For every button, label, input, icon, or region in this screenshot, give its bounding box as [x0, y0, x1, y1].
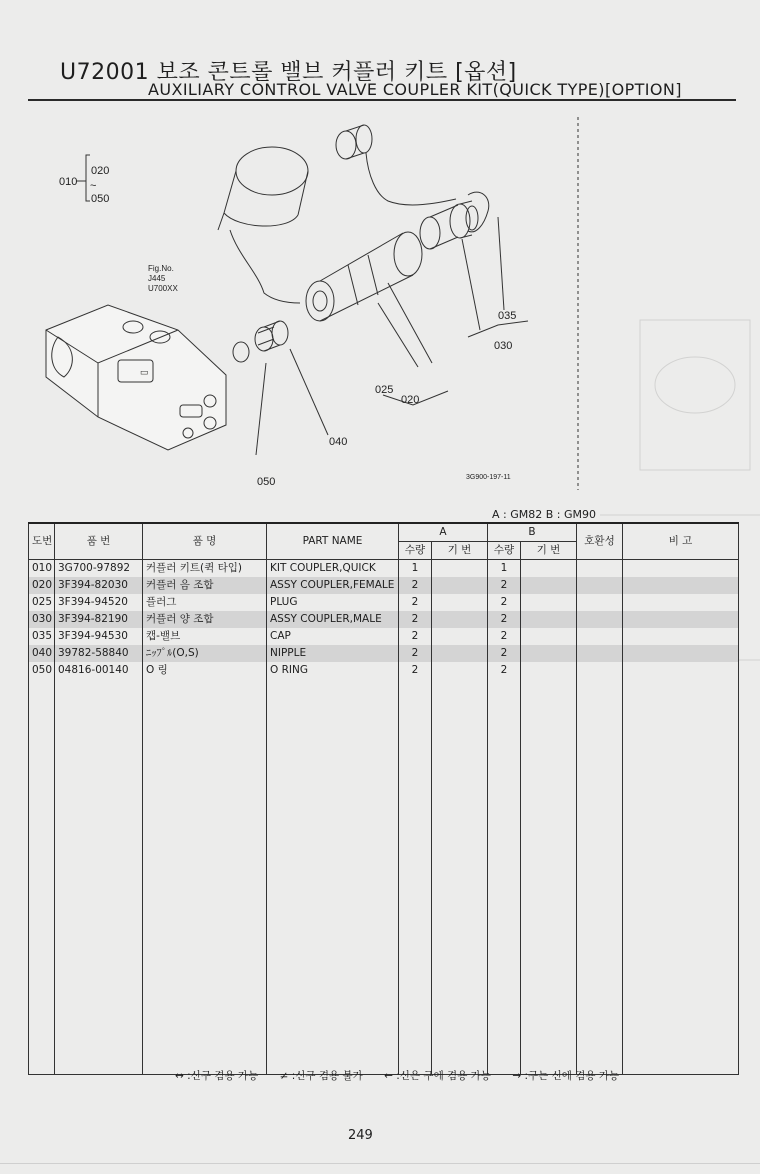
cell-serial-a — [432, 594, 488, 611]
cell-interchange — [577, 577, 623, 594]
header-interchange: 호환성 — [577, 523, 623, 560]
cell-serial-b — [521, 594, 577, 611]
cell-ref-no: 035 — [29, 628, 55, 645]
footnote-not-interchangeable: ≠ :신구 겸용 불가 — [279, 1070, 363, 1082]
cell-serial-a — [432, 628, 488, 645]
cell-ref-no: 040 — [29, 645, 55, 662]
cell-qty-b: 2 — [488, 577, 521, 594]
cell-serial-a — [432, 662, 488, 679]
cell-qty-b: 2 — [488, 645, 521, 662]
cell-qty-b: 2 — [488, 611, 521, 628]
header-qty-a: 수량 — [399, 542, 432, 560]
footnote-old-to-new: → :구는 신에 겸용 가능 — [512, 1070, 620, 1082]
header-part-name: PART NAME — [267, 523, 399, 560]
cell-serial-b — [521, 560, 577, 578]
cell-serial-b — [521, 611, 577, 628]
exploded-parts-diagram — [28, 105, 628, 515]
cell-name-korean: ﾆｯﾌﾟﾙ(O,S) — [143, 645, 267, 662]
cell-qty-b: 1 — [488, 560, 521, 578]
cell-interchange — [577, 662, 623, 679]
cell-ref-no: 030 — [29, 611, 55, 628]
cell-serial-a — [432, 611, 488, 628]
header-qty-b: 수량 — [488, 542, 521, 560]
header-remarks: 비 고 — [623, 523, 739, 560]
cell-part-name: O RING — [267, 662, 399, 679]
o-ring-shape — [233, 342, 249, 362]
header-name-korean: 품 명 — [143, 523, 267, 560]
parts-table — [28, 522, 739, 1075]
callout-025: 025 — [375, 384, 394, 396]
cell-remarks — [623, 645, 739, 662]
page-title-korean: U72001 보조 콘트롤 밸브 커플러 키트 [옵션] — [60, 60, 517, 85]
table-row — [29, 594, 739, 611]
cell-qty-b: 2 — [488, 594, 521, 611]
table-row — [29, 577, 739, 594]
cell-part-name: PLUG — [267, 594, 399, 611]
callout-035: 035 — [498, 310, 517, 322]
page-number: 249 — [348, 1128, 373, 1143]
table-row — [29, 662, 739, 679]
header-group-b: B — [488, 523, 577, 542]
header-ref-no: 도번 — [29, 523, 55, 560]
cell-serial-a — [432, 645, 488, 662]
cell-serial-b — [521, 628, 577, 645]
cell-interchange — [577, 628, 623, 645]
fig-no-value: J445 — [148, 274, 166, 283]
compatibility-legend — [175, 1068, 637, 1083]
cell-qty-b: 2 — [488, 628, 521, 645]
range-tilde: ~ — [90, 180, 97, 192]
cell-qty-a: 1 — [399, 560, 432, 578]
callout-020: 020 — [401, 394, 420, 406]
cell-qty-a: 2 — [399, 594, 432, 611]
range-prefix-label: 010 — [59, 176, 78, 188]
female-coupler-shape — [306, 232, 422, 321]
header-part-no: 품 번 — [55, 523, 143, 560]
page-title-english: AUXILIARY CONTROL VALVE COUPLER KIT(QUICK TYPE)[OPTION] — [148, 80, 682, 99]
callout-040: 040 — [329, 436, 348, 448]
cell-remarks — [623, 577, 739, 594]
cell-remarks — [623, 594, 739, 611]
cell-remarks — [623, 662, 739, 679]
cell-part-name: KIT COUPLER,QUICK — [267, 560, 399, 578]
cell-qty-a: 2 — [399, 611, 432, 628]
header-group-a: A — [399, 523, 488, 542]
cell-part-name: ASSY COUPLER,FEMALE — [267, 577, 399, 594]
cell-interchange — [577, 594, 623, 611]
cell-qty-b: 2 — [488, 662, 521, 679]
cell-qty-a: 2 — [399, 628, 432, 645]
table-row — [29, 611, 739, 628]
range-bottom-label: 050 — [91, 193, 110, 205]
callout-030: 030 — [494, 340, 513, 352]
footnote-both-ways: ↔ :신구 겸용 가능 — [175, 1070, 259, 1082]
drawing-code: 3G900-197-11 — [466, 474, 511, 481]
footnote-new-to-old: ← :신은 구에 겸용 가능 — [384, 1070, 491, 1082]
fig-no-label: Fig.No. — [148, 264, 174, 273]
header-serial-a: 기 번 — [432, 542, 488, 560]
cell-part-no: 3F394-94530 — [55, 628, 143, 645]
title-divider — [28, 99, 736, 101]
header-serial-b: 기 번 — [521, 542, 577, 560]
cell-ref-no: 050 — [29, 662, 55, 679]
nipple-shape — [255, 321, 288, 351]
svg-text:▭: ▭ — [140, 367, 149, 377]
bottom-edge — [0, 1163, 760, 1164]
cell-part-no: 3F394-94520 — [55, 594, 143, 611]
control-valve-body — [46, 305, 226, 450]
range-top-label: 020 — [91, 165, 110, 177]
cell-qty-a: 2 — [399, 662, 432, 679]
cell-name-korean: 플러그 — [143, 594, 267, 611]
cell-remarks — [623, 560, 739, 578]
cell-part-no: 3F394-82190 — [55, 611, 143, 628]
table-row — [29, 560, 739, 578]
cell-serial-b — [521, 645, 577, 662]
cap-shape — [336, 125, 456, 205]
cell-ref-no: 020 — [29, 577, 55, 594]
cell-serial-a — [432, 560, 488, 578]
cell-name-korean: 커플러 양 조합 — [143, 611, 267, 628]
cell-part-no: 3G700-97892 — [55, 560, 143, 578]
plug-shape — [218, 147, 308, 303]
cell-part-no: 3F394-82030 — [55, 577, 143, 594]
cell-ref-no: 010 — [29, 560, 55, 578]
cell-part-no: 04816-00140 — [55, 662, 143, 679]
cell-interchange — [577, 560, 623, 578]
fig-no-model: U700XX — [148, 284, 178, 293]
cell-qty-a: 2 — [399, 645, 432, 662]
cell-part-name: CAP — [267, 628, 399, 645]
cell-qty-a: 2 — [399, 577, 432, 594]
cell-remarks — [623, 628, 739, 645]
table-row — [29, 645, 739, 662]
table-empty-space — [29, 679, 739, 1075]
cell-interchange — [577, 645, 623, 662]
model-legend: A : GM82 B : GM90 — [492, 508, 596, 521]
cell-name-korean: 커플러 음 조합 — [143, 577, 267, 594]
callout-050: 050 — [257, 476, 276, 488]
cell-name-korean: 커플러 키트(퀵 타입) — [143, 560, 267, 578]
cell-serial-a — [432, 577, 488, 594]
table-row — [29, 628, 739, 645]
cell-name-korean: 캡-밸브 — [143, 628, 267, 645]
cell-part-name: NIPPLE — [267, 645, 399, 662]
cell-serial-b — [521, 662, 577, 679]
cell-remarks — [623, 611, 739, 628]
cell-part-name: ASSY COUPLER,MALE — [267, 611, 399, 628]
male-coupler-shape — [420, 201, 478, 249]
cell-name-korean: O 링 — [143, 662, 267, 679]
cell-part-no: 39782-58840 — [55, 645, 143, 662]
cell-ref-no: 025 — [29, 594, 55, 611]
cell-serial-b — [521, 577, 577, 594]
cell-interchange — [577, 611, 623, 628]
